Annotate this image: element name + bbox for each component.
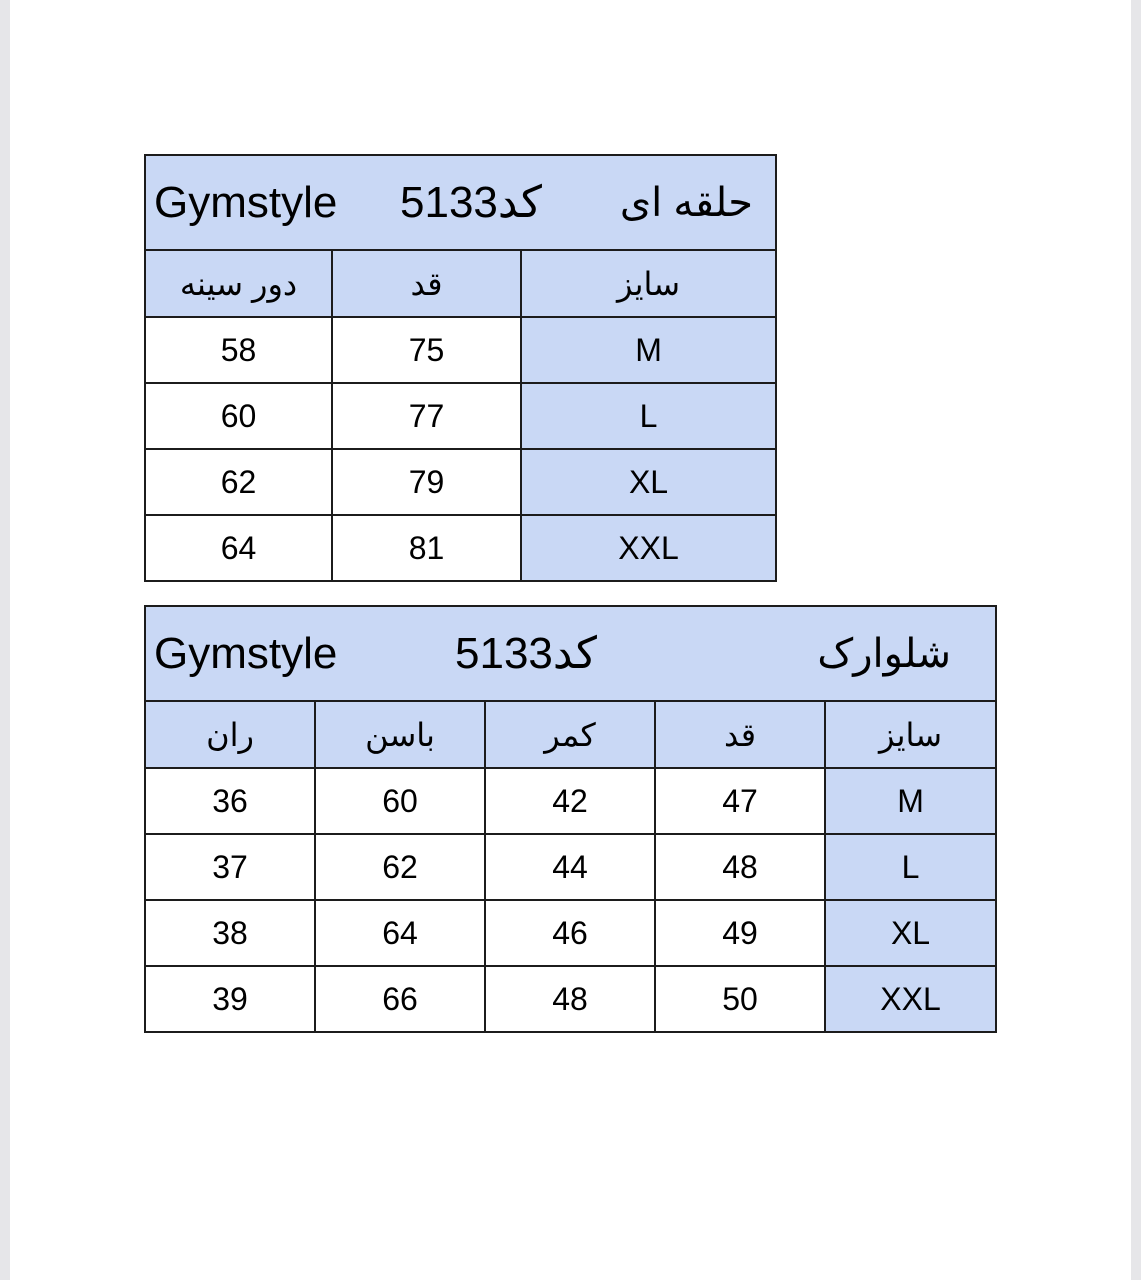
code-label: کد [552,628,597,678]
length-value: 77 [332,383,521,449]
waist-value: 48 [485,966,655,1032]
table-row [145,317,776,383]
hip-value: 66 [315,966,485,1032]
table-row [145,515,776,581]
header-hip: باسن [315,701,485,768]
thigh-value: 36 [145,768,315,834]
size-value: L [825,834,996,900]
hip-value: 60 [315,768,485,834]
length-value: 49 [655,900,825,966]
header-size: سایز [521,250,776,317]
table-row [145,900,996,966]
header-chest: دور سینه [145,250,332,317]
chest-value: 64 [145,515,332,581]
size-value: XXL [521,515,776,581]
waist-value: 44 [485,834,655,900]
size-value: M [521,317,776,383]
chest-value: 58 [145,317,332,383]
size-value: XL [521,449,776,515]
header-waist: کمر [485,701,655,768]
thigh-value: 38 [145,900,315,966]
length-value: 48 [655,834,825,900]
table-row [145,768,996,834]
hip-value: 64 [315,900,485,966]
waist-value: 46 [485,900,655,966]
waist-value: 42 [485,768,655,834]
table-row [145,383,776,449]
table-title [145,606,996,701]
table-row [145,966,996,1032]
code-label: کد [497,177,542,227]
size-value: XL [825,900,996,966]
header-length: قد [332,250,521,317]
length-value: 47 [655,768,825,834]
length-value: 50 [655,966,825,1032]
header-length: قد [655,701,825,768]
table-row [145,449,776,515]
header-thigh: ران [145,701,315,768]
thigh-value: 37 [145,834,315,900]
tank-top-size-table [144,154,777,582]
table-row [145,834,996,900]
product-code: 5133کد [455,628,597,678]
chest-value: 62 [145,449,332,515]
hip-value: 62 [315,834,485,900]
header-size: سایز [825,701,996,768]
brand-name: Gymstyle [154,177,338,227]
table-title [145,155,776,250]
length-value: 81 [332,515,521,581]
length-value: 75 [332,317,521,383]
size-value: L [521,383,776,449]
brand-name: Gymstyle [154,628,338,678]
product-name: شلوارک [817,631,952,676]
product-name: حلقه ای [619,180,754,225]
product-code: 5133کد [400,177,542,227]
document-page [10,0,1131,1280]
thigh-value: 39 [145,966,315,1032]
shorts-size-table [144,605,997,1033]
size-value: M [825,768,996,834]
size-value: XXL [825,966,996,1032]
chest-value: 60 [145,383,332,449]
length-value: 79 [332,449,521,515]
